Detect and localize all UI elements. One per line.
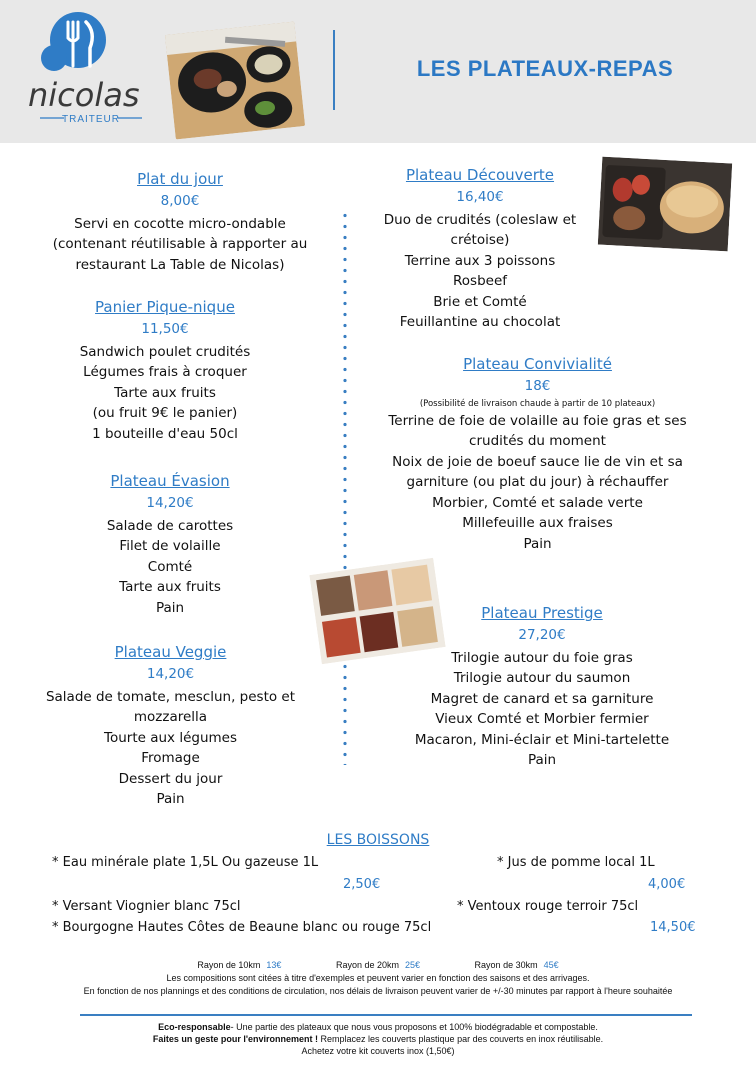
- radius-20-label: Rayon de 20km: [335, 960, 399, 970]
- drink-juice-price: 4,00€: [648, 877, 686, 892]
- radius-10-price: 13€: [266, 960, 282, 970]
- menu-line: Pain: [527, 752, 557, 768]
- header-tray-photo: [165, 21, 305, 139]
- header-band: [0, 0, 756, 143]
- section-price: 11,50€: [141, 321, 189, 337]
- section-plateau-decouverte: [340, 164, 620, 333]
- menu-line: (contenant réutilisable à rapporter au: [52, 236, 308, 252]
- menu-line: Terrine aux 3 poissons: [404, 252, 556, 269]
- radius-30-price: 45€: [543, 960, 559, 970]
- menu-line: Pain: [523, 535, 552, 552]
- menu-line: Salade de tomate, mesclun, pesto et: [45, 688, 296, 705]
- menu-line: Noix de joie de boeuf sauce lie de vin et sa: [392, 453, 683, 470]
- eco-bold-2: Faites un geste pour l'environnement !: [152, 1034, 318, 1044]
- menu-line: Rosbeef: [453, 273, 507, 289]
- header-divider: [333, 30, 335, 110]
- menu-line: crétoise): [450, 232, 510, 248]
- menu-line: Vieux Comté et Morbier fermier: [435, 711, 649, 727]
- section-price: 16,40€: [456, 189, 504, 205]
- brand-name: nicolas: [28, 76, 140, 114]
- section-title: Panier Pique-nique: [95, 298, 235, 316]
- eco-text-2: Remplacez les couverts plastique par des couverts en inox réutilisable.: [318, 1034, 604, 1044]
- section-price: 27,20€: [518, 627, 566, 643]
- menu-line: garniture (ou plat du jour) à réchauffer: [406, 474, 669, 490]
- drink-water: * Eau minérale plate 1,5L Ou gazeuse 1L: [52, 855, 319, 870]
- menu-line: Légumes frais à croquer: [83, 364, 247, 380]
- section-plateau-convivialite: [355, 353, 720, 554]
- page-title: LES PLATEAUX-REPAS: [416, 56, 674, 81]
- drink-water-price: 2,50€: [343, 877, 381, 892]
- menu-line: Brie et Comté: [433, 293, 527, 310]
- radius-30-label: Rayon de 30km: [474, 960, 538, 970]
- section-title: Plateau Convivialité: [463, 355, 612, 373]
- radius-20-price: 25€: [405, 960, 421, 970]
- menu-line: Pain: [156, 791, 185, 807]
- menu-line: Trilogie autour du saumon: [453, 670, 631, 686]
- section-panier-pique-nique: [15, 296, 315, 444]
- section-price: 18€: [524, 378, 551, 394]
- menu-line: Comté: [147, 558, 193, 575]
- menu-line: (ou fruit 9€ le panier): [92, 405, 238, 421]
- section-plateau-prestige: [372, 602, 712, 771]
- menu-line: Macaron, Mini-éclair et Mini-tartelette: [414, 731, 670, 748]
- eco-line-1: [0, 1022, 756, 1032]
- delivery-radius-row: [0, 960, 756, 970]
- menu-line: Tourte aux légumes: [104, 729, 237, 746]
- menu-line: restaurant La Table de Nicolas): [75, 256, 285, 273]
- menu-line: Tarte aux fruits: [119, 579, 221, 595]
- drinks-title: LES BOISSONS: [326, 832, 430, 848]
- menu-line: Pain: [155, 599, 185, 616]
- section-title: Plateau Veggie: [114, 643, 227, 661]
- menu-line: crudités du moment: [469, 433, 606, 449]
- delivery-note-compositions: Les compositions sont citées à titre d'exemples et peuvent varier en fonction des saisons et des arrivages.: [166, 973, 590, 983]
- decouverte-photo: [598, 157, 732, 252]
- drink-viognier: * Versant Viognier blanc 75cl: [52, 899, 241, 914]
- section-price: 8,00€: [160, 193, 200, 209]
- menu-line: mozzarella: [133, 709, 208, 725]
- section-title: Plateau Prestige: [481, 604, 603, 622]
- menu-line: Fromage: [141, 750, 200, 766]
- section-plat-du-jour: [30, 168, 330, 275]
- section-title: Plateau Évasion: [110, 472, 230, 490]
- menu-line: Feuillantine au chocolat: [399, 314, 561, 330]
- menu-line: Salade de carottes: [106, 517, 234, 534]
- menu-line: Filet de volaille: [119, 538, 221, 554]
- eco-bold-1: Eco-responsable: [158, 1022, 231, 1032]
- nicolas-logo: [20, 8, 155, 133]
- section-title: Plat du jour: [137, 170, 223, 188]
- brand-subtitle: TRAITEUR: [62, 114, 120, 125]
- menu-line: Dessert du jour: [118, 770, 223, 787]
- section-price: 14,20€: [146, 666, 195, 682]
- menu-line: Terrine de foie de volaille au foie gras et ses: [388, 412, 687, 429]
- eco-line-2: [0, 1034, 756, 1044]
- delivery-note-timing: En fonction de nos plannings et des conditions de circulation, nos délais de livraison peuvent varier de +/-30 minutes par rapport à l'heure souhaitée: [83, 986, 673, 996]
- menu-line: Magret de canard et sa garniture: [430, 690, 654, 707]
- drink-juice: * Jus de pomme local 1L: [497, 855, 655, 870]
- section-note: (Possibilité de livraison chaude à partir de 10 plateaux): [419, 398, 656, 409]
- menu-line: Duo de crudités (coleslaw et: [383, 211, 577, 228]
- radius-10-label: Rayon de 10km: [197, 960, 261, 970]
- eco-line-3: Achetez votre kit couverts inox (1,50€): [301, 1046, 455, 1056]
- footer-divider: [80, 1014, 692, 1016]
- section-plateau-veggie: [18, 641, 323, 810]
- section-plateau-evasion: [20, 470, 320, 618]
- menu-line: Tarte aux fruits: [114, 384, 216, 401]
- drink-ventoux: * Ventoux rouge terroir 75cl: [457, 899, 639, 914]
- drink-wine-price: 14,50€: [650, 920, 696, 935]
- menu-line: Trilogie autour du foie gras: [451, 649, 633, 666]
- section-price: 14,20€: [146, 495, 194, 511]
- menu-line: Servi en cocotte micro-ondable: [74, 215, 286, 232]
- menu-line: Sandwich poulet crudités: [79, 343, 251, 360]
- drink-bourgogne: * Bourgogne Hautes Côtes de Beaune blanc ou rouge 75cl: [52, 920, 432, 935]
- eco-text-1: - Une partie des plateaux que nous vous proposons et 100% biodégradable et compostable.: [230, 1022, 598, 1032]
- section-title: Plateau Découverte: [405, 166, 555, 184]
- menu-line: Millefeuille aux fraises: [462, 515, 613, 531]
- menu-line: Morbier, Comté et salade verte: [432, 494, 643, 511]
- menu-line: 1 bouteille d'eau 50cl: [92, 425, 238, 442]
